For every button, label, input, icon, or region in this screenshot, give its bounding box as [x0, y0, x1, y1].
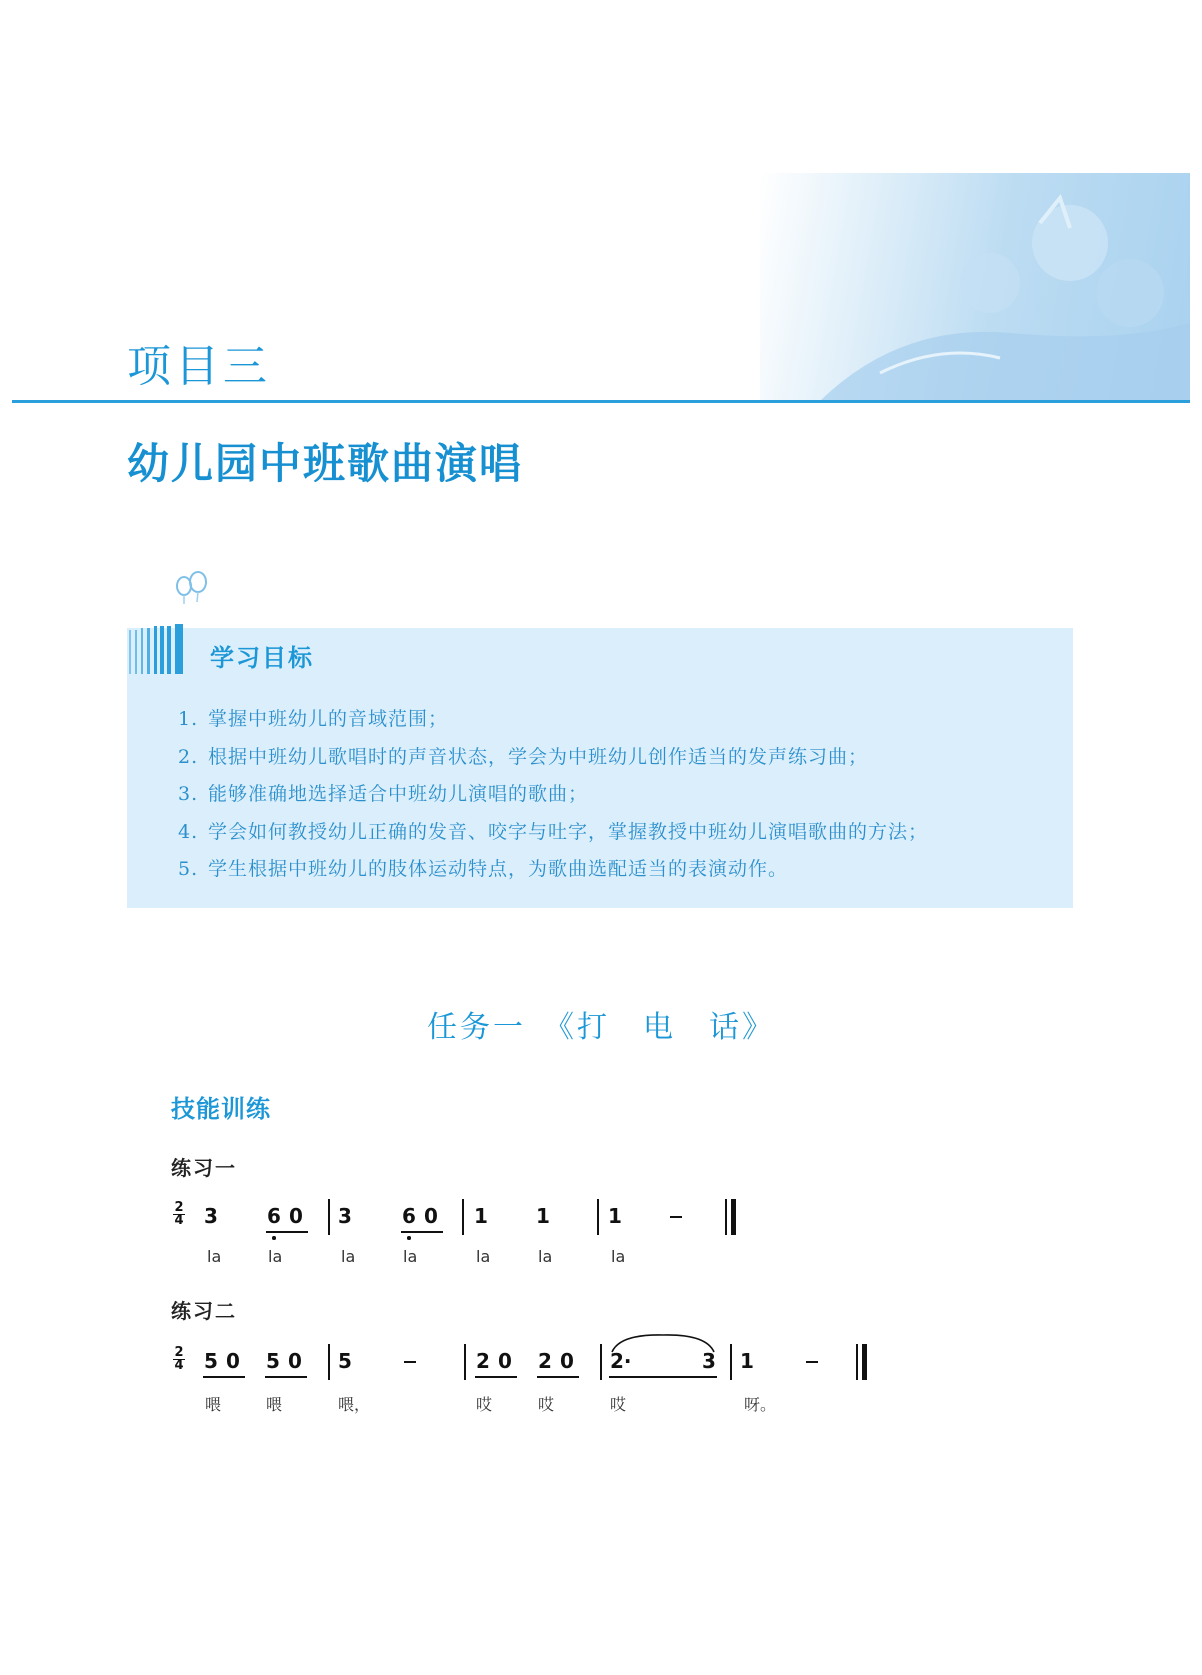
chapter-title: 幼儿园中班歌曲演唱	[127, 439, 524, 488]
list-item: 4. 学会如何教授幼儿正确的发音、咬字与吐字，掌握教授中班幼儿演唱歌曲的方法；	[178, 820, 929, 843]
underline	[537, 1376, 579, 1378]
goals-list	[178, 704, 928, 892]
lyric: la	[268, 1247, 283, 1266]
header-divider	[12, 400, 1190, 403]
note: 3	[338, 1204, 352, 1228]
bar-line	[464, 1344, 466, 1380]
note: 2·	[610, 1349, 632, 1373]
lyric: la	[611, 1247, 626, 1266]
underline	[401, 1231, 443, 1233]
exercise1-label: 练习一	[171, 1156, 237, 1180]
project-label: 项目三	[127, 341, 271, 392]
note: 0	[424, 1204, 438, 1228]
final-bar-thin	[856, 1344, 858, 1380]
lyric: la	[538, 1247, 553, 1266]
lyric: la	[207, 1247, 222, 1266]
sustain-dash	[806, 1361, 818, 1363]
underline	[203, 1376, 245, 1378]
time-signature: 2 4	[174, 1345, 184, 1373]
bar-line	[600, 1344, 602, 1380]
header-banner-image	[760, 173, 1190, 401]
lyric: 哎	[476, 1395, 493, 1414]
bar-line	[597, 1199, 599, 1235]
goals-title: 学习目标	[210, 644, 314, 672]
lyric: 喂，	[338, 1395, 371, 1414]
note: 6	[402, 1204, 416, 1228]
lyric: 喂	[266, 1395, 283, 1414]
lyric: 呀。	[744, 1395, 777, 1414]
bar-line	[730, 1344, 732, 1380]
underline	[265, 1376, 307, 1378]
note: 6	[267, 1204, 281, 1228]
balloon-icon	[172, 570, 212, 610]
note: 1	[740, 1349, 754, 1373]
lyric: la	[476, 1247, 491, 1266]
list-item: 1. 掌握中班幼儿的音域范围；	[178, 708, 449, 730]
slur-icon	[610, 1332, 716, 1354]
note: 1	[536, 1204, 550, 1228]
note: 3	[702, 1349, 716, 1373]
note: 3	[204, 1204, 218, 1228]
final-bar-thick	[862, 1344, 867, 1380]
note: 1	[608, 1204, 622, 1228]
final-bar-thin	[725, 1199, 727, 1235]
exercise2-label: 练习二	[171, 1299, 237, 1323]
underline	[475, 1376, 517, 1378]
note: 2	[538, 1349, 552, 1373]
note: 5	[338, 1349, 352, 1373]
lyric: 哎	[538, 1395, 555, 1414]
note: 0	[226, 1349, 240, 1373]
sustain-dash	[670, 1216, 682, 1218]
time-signature: 2 4	[174, 1200, 184, 1228]
note: 5	[204, 1349, 218, 1373]
banner-photo-icon	[760, 173, 1190, 401]
lyric: la	[341, 1247, 356, 1266]
note: 5	[266, 1349, 280, 1373]
lyric: 喂	[205, 1395, 222, 1414]
final-bar-thick	[731, 1199, 736, 1235]
task-title: 任务一 《打 电 话》	[427, 1010, 775, 1045]
note: 0	[498, 1349, 512, 1373]
skill-section-title: 技能训练	[171, 1095, 271, 1123]
sustain-dash	[404, 1361, 416, 1363]
list-item: 3. 能够准确地选择适合中班幼儿演唱的歌曲；	[178, 783, 589, 805]
note: 1	[474, 1204, 488, 1228]
underline	[266, 1231, 308, 1233]
low-octave-dot	[272, 1236, 276, 1240]
underline	[609, 1376, 717, 1378]
list-item: 2. 根据中班幼儿歌唱时的声音状态，学会为中班幼儿创作适当的发声练习曲；	[178, 745, 869, 768]
bar-line	[328, 1344, 330, 1380]
bar-line	[462, 1199, 464, 1235]
bar-line	[328, 1199, 330, 1235]
low-octave-dot	[407, 1236, 411, 1240]
list-item: 5. 学生根据中班幼儿的肢体运动特点，为歌曲选配适当的表演动作。	[178, 858, 789, 880]
note: 0	[560, 1349, 574, 1373]
note: 0	[289, 1204, 303, 1228]
note: 0	[288, 1349, 302, 1373]
note: 2	[476, 1349, 490, 1373]
lyric: la	[403, 1247, 418, 1266]
lyric: 哎	[610, 1395, 627, 1414]
goals-stripe-icon	[127, 620, 191, 678]
